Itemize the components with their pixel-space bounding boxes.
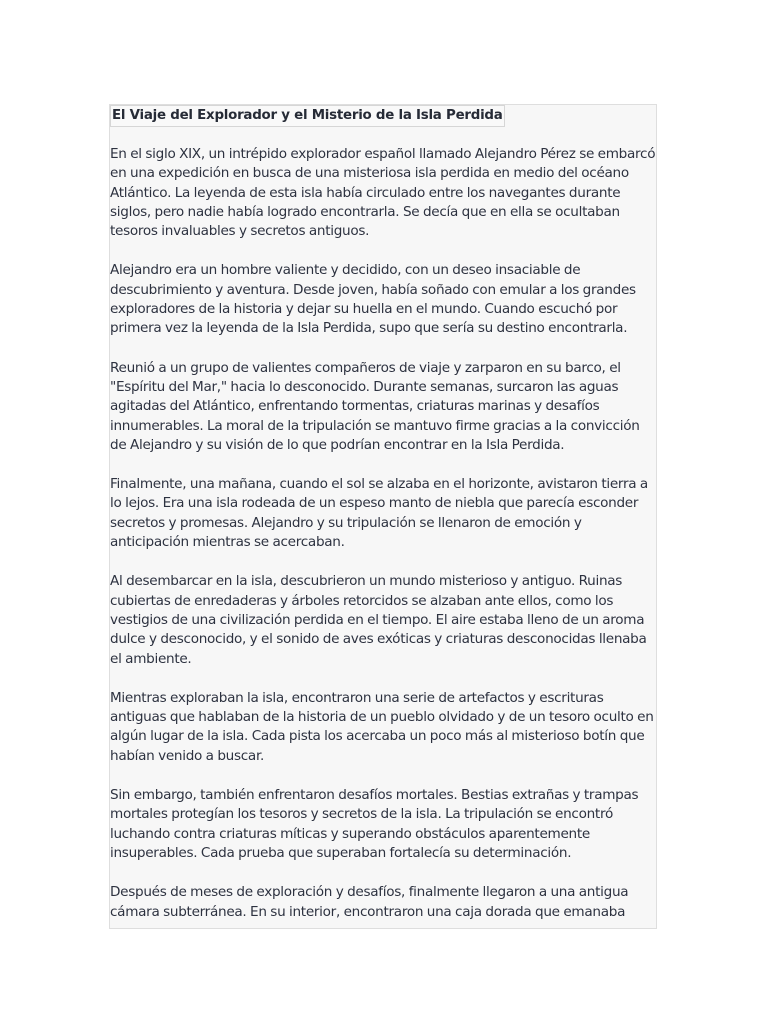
paragraph: Mientras exploraban la isla, encontraron una serie de artefactos y escrituras antiguas que hablaban de la historia de un pueblo olvidado y de un tesoro oculto en algún lugar de la isla. Cada pista los acercaba un poco más al misterioso botín que habían venido a buscar.: [110, 689, 654, 764]
paragraph: Sin embargo, también enfrentaron desafíos mortales. Bestias extrañas y trampas mortales protegían los tesoros y secretos de la isla. La tripulación se encontró luchando contra criaturas míticas y superando obstáculos aparentemente insuperables. Cada prueba que superaban fortalecía su determinación.: [110, 787, 639, 861]
paragraph: En el siglo XIX, un intrépido explorador español llamado Alejandro Pérez se embarcó en una expedición en busca de una misteriosa isla perdida en medio del océano Atlántico. La leyenda de esta isla había circulado entre los navegantes durante siglos, pero nadie había logrado encontrarla. Se decía que en ella se ocultaban tesoros invaluables y secretos antiguos.: [110, 146, 656, 240]
document-title: El Viaje del Explorador y el Misterio de la Isla Perdida: [110, 105, 505, 127]
document-body: [110, 145, 656, 922]
paragraph: Finalmente, una mañana, cuando el sol se alzaba en el horizonte, avistaron tierra a lo lejos. Era una isla rodeada de un espeso manto de niebla que parecía esconder secretos y promesas. Alejandro y su tripulación se llenaron de emoción y anticipación mientras se acercaban.: [110, 476, 648, 551]
paragraph: Reunió a un grupo de valientes compañeros de viaje y zarparon en su barco, el "Espíritu del Mar," hacia lo desconocido. Durante semanas, surcaron las aguas agitadas del Atlántico, enfrentando tormentas, criaturas marinas y desafíos innumerables. La moral de la tripulación se mantuvo firme gracias a la convicción de Alejandro y su visión de lo que podrían encontrar en la Isla Perdida.: [110, 359, 640, 453]
paragraph: Después de meses de exploración y desafíos, finalmente llegaron a una antigua cámara subterránea. En su interior, encontraron una caja dorada que emanaba: [110, 884, 629, 920]
paragraph: Al desembarcar en la isla, descubrieron un mundo misterioso y antiguo. Ruinas cubiertas de enredaderas y árboles retorcidos se alzaban ante ellos, como los vestigios de una civilización perdida en el tiempo. El aire estaba lleno de un aroma dulce y desconocido, y el sonido de aves exóticas y criaturas desconocidas llenaba el ambiente.: [110, 573, 647, 667]
paragraph: Alejandro era un hombre valiente y decidido, con un deseo insaciable de descubrimiento y aventura. Desde joven, había soñado con emular a los grandes exploradores de la historia y dejar su huella en el mundo. Cuando escuchó por primera vez la leyenda de la Isla Perdida, supo que sería su destino encontrarla.: [110, 262, 636, 337]
document-container: [109, 104, 657, 929]
